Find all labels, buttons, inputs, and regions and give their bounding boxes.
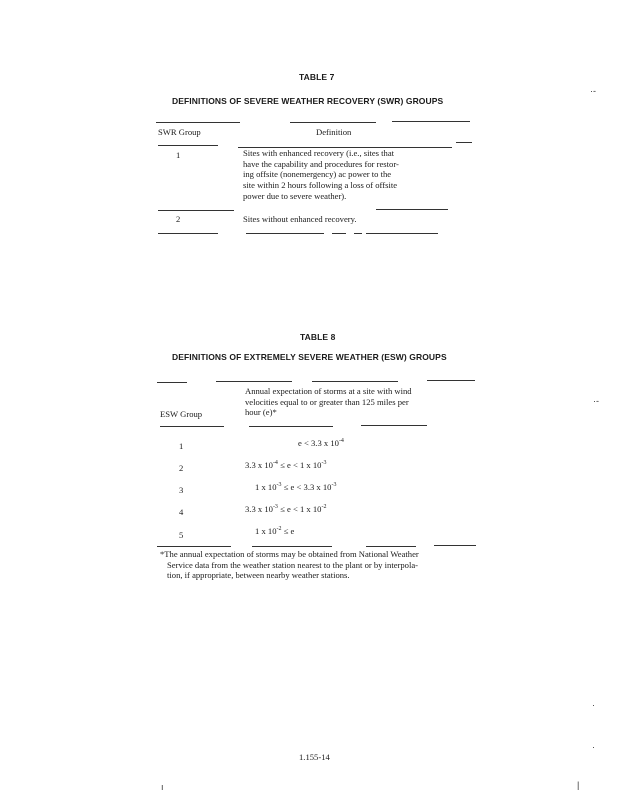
upper-bound-exponent: -4 bbox=[338, 438, 344, 444]
table7-bottom-rule-e bbox=[366, 233, 438, 234]
table8-top-rule-c bbox=[312, 381, 398, 382]
table8-row3-range bbox=[255, 482, 336, 493]
table8-row1-range bbox=[298, 438, 344, 449]
scan-mark: · bbox=[592, 700, 595, 710]
upper-bound-exponent: -3 bbox=[331, 482, 337, 488]
table8-row3-group: 3 bbox=[179, 485, 184, 495]
column-header-line: hour (e)* bbox=[245, 407, 277, 418]
table8-row5-range bbox=[255, 526, 294, 537]
table7-top-rule-c bbox=[392, 121, 470, 122]
table8-top-rule-a bbox=[157, 382, 187, 383]
table7-title: TABLE 7 bbox=[299, 72, 335, 82]
table8-header-rule-b bbox=[249, 426, 333, 427]
table7-row2-group: 2 bbox=[176, 214, 181, 224]
definition-line: have the capability and procedures for restor- bbox=[243, 158, 399, 169]
upper-bound-exponent: -2 bbox=[321, 504, 327, 510]
upper-bound-exponent: -3 bbox=[321, 460, 327, 466]
table8-bottom-rule-c bbox=[366, 546, 416, 547]
page-number: 1.155-14 bbox=[299, 752, 330, 762]
table8-top-rule-d bbox=[427, 380, 475, 381]
upper-bound: 1 x 10 bbox=[299, 504, 322, 514]
table7-bottom-rule-c bbox=[332, 233, 346, 234]
lower-bound: 3.3 x 10 bbox=[245, 460, 273, 470]
lower-operator: ≤ bbox=[280, 460, 285, 470]
lower-operator: ≤ bbox=[283, 526, 289, 536]
table8-row4-range bbox=[245, 504, 326, 515]
scan-mark: ·- bbox=[590, 86, 596, 96]
scan-mark: | bbox=[577, 780, 580, 790]
expectation-symbol: e bbox=[286, 504, 291, 514]
table8-bottom-rule-d bbox=[434, 545, 476, 546]
table7-col-group: SWR Group bbox=[158, 127, 201, 137]
lower-bound-exponent: -3 bbox=[276, 482, 282, 488]
upper-bound: 3.3 x 10 bbox=[303, 482, 332, 492]
expectation-symbol: e bbox=[298, 438, 302, 448]
table8-col-definition bbox=[245, 386, 412, 418]
table7-bottom-rule-b bbox=[246, 233, 324, 234]
lower-bound: 1 x 10 bbox=[255, 482, 277, 492]
lower-operator: ≤ bbox=[283, 482, 289, 492]
table8-title: TABLE 8 bbox=[300, 332, 336, 342]
table7-row2-definition: Sites without enhanced recovery. bbox=[243, 214, 357, 224]
table7-subtitle: DEFINITIONS OF SEVERE WEATHER RECOVERY (SWR) GROUPS bbox=[172, 96, 444, 106]
scan-mark: ·- bbox=[593, 396, 599, 406]
lower-bound-exponent: -2 bbox=[276, 526, 282, 532]
table7-top-rule-a bbox=[156, 122, 240, 123]
table7-header-rule-c bbox=[456, 142, 472, 143]
table8-col-group: ESW Group bbox=[160, 409, 203, 419]
column-header-line: Annual expectation of storms at a site with wind bbox=[245, 386, 412, 396]
upper-operator: < bbox=[292, 504, 298, 514]
upper-operator: < bbox=[303, 438, 309, 448]
definition-line: power due to severe weather). bbox=[243, 190, 347, 201]
definition-line: Sites with enhanced recovery (i.e., sites that bbox=[243, 148, 395, 158]
lower-operator: ≤ bbox=[280, 504, 285, 514]
scan-mark: ı bbox=[161, 782, 164, 792]
expectation-symbol: e bbox=[286, 460, 291, 470]
table7-top-rule-b bbox=[290, 122, 376, 123]
footnote-line: *The annual expectation of storms may be obtained from National Weather bbox=[160, 549, 419, 559]
lower-bound: 1 x 10 bbox=[255, 526, 277, 536]
table7-row1-definition bbox=[243, 148, 399, 202]
scan-mark: · bbox=[592, 742, 595, 752]
table8-row2-group: 2 bbox=[179, 463, 184, 473]
table7-bottom-rule-d bbox=[354, 233, 362, 234]
table8-row4-group: 4 bbox=[179, 507, 184, 517]
upper-bound: 1 x 10 bbox=[299, 460, 322, 470]
definition-line: site within 2 hours following a loss of offsite bbox=[243, 180, 398, 191]
lower-bound-exponent: -3 bbox=[272, 504, 278, 510]
table7-row1-group: 1 bbox=[176, 150, 181, 160]
table8-bottom-rule-a bbox=[157, 546, 231, 547]
table7-bottom-rule-a bbox=[158, 233, 218, 234]
upper-operator: < bbox=[296, 482, 302, 492]
table8-top-rule-b bbox=[216, 381, 292, 382]
table8-row1-group: 1 bbox=[179, 441, 184, 451]
expectation-symbol: e bbox=[290, 482, 295, 492]
table7-row-rule-b bbox=[376, 209, 448, 210]
table8-subtitle: DEFINITIONS OF EXTREMELY SEVERE WEATHER (ESW) GROUPS bbox=[172, 352, 447, 362]
upper-bound: 3.3 x 10 bbox=[311, 438, 339, 448]
lower-bound-exponent: -4 bbox=[272, 460, 278, 466]
lower-bound: 3.3 x 10 bbox=[245, 504, 273, 514]
column-header-line: velocities equal to or greater than 125 miles per bbox=[245, 396, 409, 407]
table7-row-rule-a bbox=[158, 210, 234, 211]
table7-col-definition: Definition bbox=[316, 127, 352, 137]
table8-footnote bbox=[160, 549, 419, 581]
table7-header-rule-a bbox=[158, 145, 218, 146]
definition-line: ing offsite (nonemergency) ac power to the bbox=[243, 169, 392, 180]
table8-header-rule-a bbox=[160, 426, 224, 427]
table8-row2-range bbox=[245, 460, 326, 471]
table8-header-rule-c bbox=[361, 425, 427, 426]
upper-operator: < bbox=[292, 460, 298, 470]
table8-row5-group: 5 bbox=[179, 530, 184, 540]
expectation-symbol: e bbox=[290, 526, 295, 536]
table8-bottom-rule-b bbox=[252, 546, 332, 547]
footnote-line: Service data from the weather station nearest to the plant or by interpola- bbox=[167, 559, 419, 570]
footnote-line: tion, if appropriate, between nearby weather stations. bbox=[167, 570, 350, 581]
